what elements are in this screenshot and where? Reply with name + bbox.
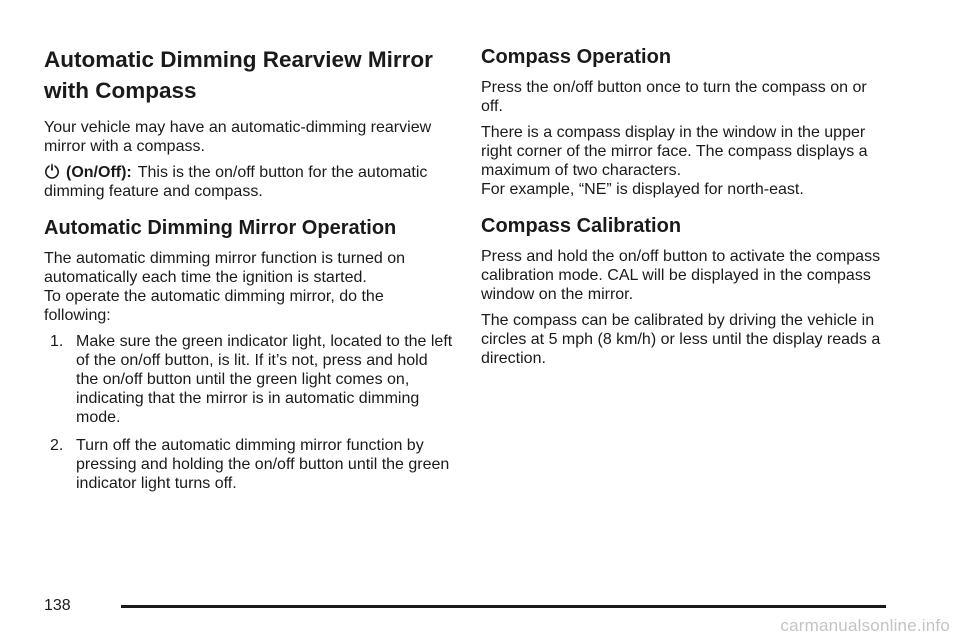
dimming-paragraph-1: The automatic dimming mirror function is turned on automatically each time the ignition is started. bbox=[44, 250, 406, 286]
intro-paragraph: Your vehicle may have an automatic-dimming rearview mirror with a compass. bbox=[44, 119, 432, 155]
steps-list bbox=[44, 332, 454, 493]
watermark: carmanualsonline.info bbox=[780, 616, 950, 635]
step-text: Make sure the green indicator light, located to the left of the on/off button, is lit. If it’s not, press and hold the on/off button until the green light comes on, indicating that the mirror is in automatic dimming mode. bbox=[76, 333, 453, 426]
dimming-paragraph-2: To operate the automatic dimming mirror, do the following: bbox=[44, 288, 384, 324]
page-footer bbox=[44, 596, 886, 616]
section-heading-dimming: Automatic Dimming Mirror Operation bbox=[44, 217, 397, 239]
compass-paragraph-1: Press the on/off button once to turn the compass on or off. bbox=[481, 79, 867, 115]
compass-paragraph-2: There is a compass display in the window in the upper right corner of the mirror face. The compass displays a maximum of two characters. bbox=[481, 124, 868, 179]
calibration-paragraph-1: Press and hold the on/off button to activate the compass calibration mode. CAL will be displayed in the compass window on the mirror. bbox=[481, 248, 881, 303]
left-column bbox=[44, 44, 454, 502]
onoff-paragraph bbox=[44, 163, 454, 201]
step-number: 2. bbox=[50, 437, 64, 454]
list-item bbox=[44, 332, 454, 427]
power-icon bbox=[44, 163, 60, 179]
page-title: Automatic Dimming Rearview Mirror with Compass bbox=[44, 47, 433, 103]
onoff-description: This is the on/off button for the automatic dimming feature and compass. bbox=[44, 164, 428, 200]
section-heading-compass-operation: Compass Operation bbox=[481, 46, 672, 68]
onoff-term: (On/Off): bbox=[66, 164, 132, 181]
step-text: Turn off the automatic dimming mirror function by pressing and holding the on/off button until the green indicator light turns off. bbox=[76, 437, 450, 492]
compass-paragraph-3: For example, “NE” is displayed for north-east. bbox=[481, 181, 804, 198]
page-number: 138 bbox=[44, 597, 71, 614]
step-number: 1. bbox=[50, 333, 64, 350]
footer-rule bbox=[121, 605, 886, 608]
list-item bbox=[44, 436, 454, 493]
section-heading-compass-calibration: Compass Calibration bbox=[481, 215, 682, 237]
calibration-paragraph-2: The compass can be calibrated by driving the vehicle in circles at 5 mph (8 km/h) or less until the display reads a direction. bbox=[481, 312, 881, 367]
right-column bbox=[481, 44, 891, 375]
